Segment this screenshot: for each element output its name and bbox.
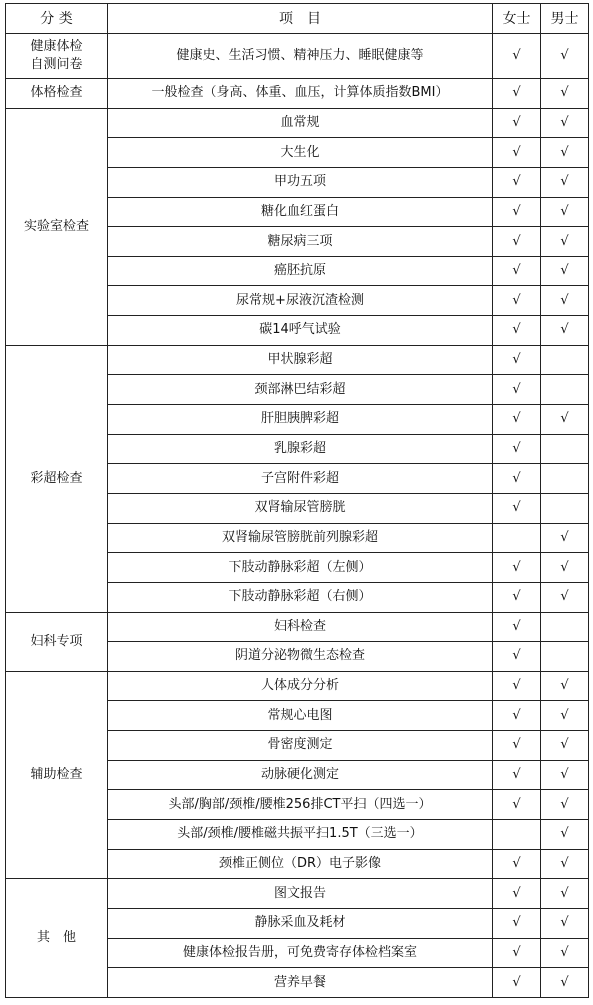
item-cell: 人体成分分析 [108, 671, 493, 701]
male-check-cell: √ [541, 701, 589, 731]
male-check-cell: √ [541, 790, 589, 820]
item-cell: 头部/胸部/颈椎/腰椎256排CT平扫（四选一） [108, 790, 493, 820]
item-cell: 阴道分泌物微生态检查 [108, 642, 493, 672]
male-check-cell: √ [541, 227, 589, 257]
female-check-cell: √ [493, 286, 541, 316]
header-category: 分 类 [6, 4, 108, 34]
item-cell: 甲功五项 [108, 167, 493, 197]
item-cell: 健康体检报告册，可免费寄存体检档案室 [108, 938, 493, 968]
category-cell: 辅助检查 [6, 671, 108, 878]
item-cell: 骨密度测定 [108, 731, 493, 761]
female-check-cell [493, 523, 541, 553]
item-cell: 健康史、生活习惯、精神压力、睡眠健康等 [108, 34, 493, 79]
female-check-cell: √ [493, 493, 541, 523]
female-check-cell: √ [493, 760, 541, 790]
male-check-cell: √ [541, 671, 589, 701]
female-check-cell: √ [493, 434, 541, 464]
female-check-cell: √ [493, 879, 541, 909]
male-check-cell: √ [541, 938, 589, 968]
female-check-cell: √ [493, 612, 541, 642]
male-check-cell: √ [541, 553, 589, 583]
female-check-cell: √ [493, 256, 541, 286]
female-check-cell: √ [493, 582, 541, 612]
female-check-cell: √ [493, 642, 541, 672]
female-check-cell: √ [493, 464, 541, 494]
male-check-cell: √ [541, 34, 589, 79]
female-check-cell: √ [493, 938, 541, 968]
female-check-cell: √ [493, 108, 541, 138]
female-check-cell: √ [493, 671, 541, 701]
item-cell: 下肢动静脉彩超（左侧） [108, 553, 493, 583]
male-check-cell [541, 464, 589, 494]
male-check-cell: √ [541, 197, 589, 227]
item-cell: 尿常规+尿液沉渣检测 [108, 286, 493, 316]
item-cell: 妇科检查 [108, 612, 493, 642]
female-check-cell: √ [493, 79, 541, 109]
female-check-cell: √ [493, 849, 541, 879]
female-check-cell: √ [493, 731, 541, 761]
item-cell: 糖尿病三项 [108, 227, 493, 257]
item-cell: 大生化 [108, 138, 493, 168]
item-cell: 双肾输尿管膀胱 [108, 493, 493, 523]
table-body [6, 34, 589, 998]
female-check-cell: √ [493, 701, 541, 731]
item-cell: 糖化血红蛋白 [108, 197, 493, 227]
item-cell: 营养早餐 [108, 968, 493, 998]
table-row [6, 879, 589, 909]
item-cell: 肝胆胰脾彩超 [108, 405, 493, 435]
female-check-cell: √ [493, 375, 541, 405]
male-check-cell: √ [541, 256, 589, 286]
item-cell: 碳14呼气试验 [108, 316, 493, 346]
male-check-cell [541, 612, 589, 642]
category-cell: 健康体检 自测问卷 [6, 34, 108, 79]
male-check-cell: √ [541, 879, 589, 909]
female-check-cell: √ [493, 908, 541, 938]
male-check-cell [541, 493, 589, 523]
male-check-cell: √ [541, 167, 589, 197]
table-row [6, 612, 589, 642]
male-check-cell: √ [541, 316, 589, 346]
item-cell: 常规心电图 [108, 701, 493, 731]
male-check-cell: √ [541, 908, 589, 938]
item-cell: 头部/颈椎/腰椎磁共振平扫1.5T（三选一） [108, 820, 493, 850]
female-check-cell: √ [493, 316, 541, 346]
item-cell: 下肢动静脉彩超（右侧） [108, 582, 493, 612]
male-check-cell: √ [541, 968, 589, 998]
male-check-cell [541, 434, 589, 464]
male-check-cell [541, 642, 589, 672]
female-check-cell: √ [493, 968, 541, 998]
item-cell: 一般检查（身高、体重、血压，计算体质指数BMI） [108, 79, 493, 109]
male-check-cell: √ [541, 849, 589, 879]
table-row [6, 108, 589, 138]
male-check-cell: √ [541, 582, 589, 612]
female-check-cell: √ [493, 405, 541, 435]
item-cell: 乳腺彩超 [108, 434, 493, 464]
item-cell: 颈部淋巴结彩超 [108, 375, 493, 405]
female-check-cell: √ [493, 167, 541, 197]
table-row [6, 671, 589, 701]
male-check-cell [541, 375, 589, 405]
header-male: 男士 [541, 4, 589, 34]
female-check-cell: √ [493, 197, 541, 227]
female-check-cell: √ [493, 790, 541, 820]
male-check-cell: √ [541, 79, 589, 109]
header-item: 项 目 [108, 4, 493, 34]
item-cell: 图文报告 [108, 879, 493, 909]
female-check-cell: √ [493, 138, 541, 168]
male-check-cell: √ [541, 760, 589, 790]
checkup-package-table [5, 3, 589, 998]
male-check-cell: √ [541, 731, 589, 761]
item-cell: 静脉采血及耗材 [108, 908, 493, 938]
table-row [6, 79, 589, 109]
female-check-cell: √ [493, 34, 541, 79]
table-row [6, 345, 589, 375]
item-cell: 双肾输尿管膀胱前列腺彩超 [108, 523, 493, 553]
category-cell: 其 他 [6, 879, 108, 998]
category-cell: 彩超检查 [6, 345, 108, 612]
female-check-cell: √ [493, 553, 541, 583]
table-header-row [6, 4, 589, 34]
table-row [6, 34, 589, 79]
male-check-cell: √ [541, 108, 589, 138]
category-cell: 体格检查 [6, 79, 108, 109]
female-check-cell: √ [493, 345, 541, 375]
male-check-cell: √ [541, 523, 589, 553]
female-check-cell: √ [493, 227, 541, 257]
male-check-cell [541, 345, 589, 375]
item-cell: 血常规 [108, 108, 493, 138]
male-check-cell: √ [541, 405, 589, 435]
category-cell: 妇科专项 [6, 612, 108, 671]
item-cell: 颈椎正侧位（DR）电子影像 [108, 849, 493, 879]
female-check-cell [493, 820, 541, 850]
male-check-cell: √ [541, 286, 589, 316]
item-cell: 动脉硬化测定 [108, 760, 493, 790]
category-cell: 实验室检查 [6, 108, 108, 345]
header-female: 女士 [493, 4, 541, 34]
male-check-cell: √ [541, 138, 589, 168]
item-cell: 甲状腺彩超 [108, 345, 493, 375]
item-cell: 癌胚抗原 [108, 256, 493, 286]
male-check-cell: √ [541, 820, 589, 850]
item-cell: 子宫附件彩超 [108, 464, 493, 494]
